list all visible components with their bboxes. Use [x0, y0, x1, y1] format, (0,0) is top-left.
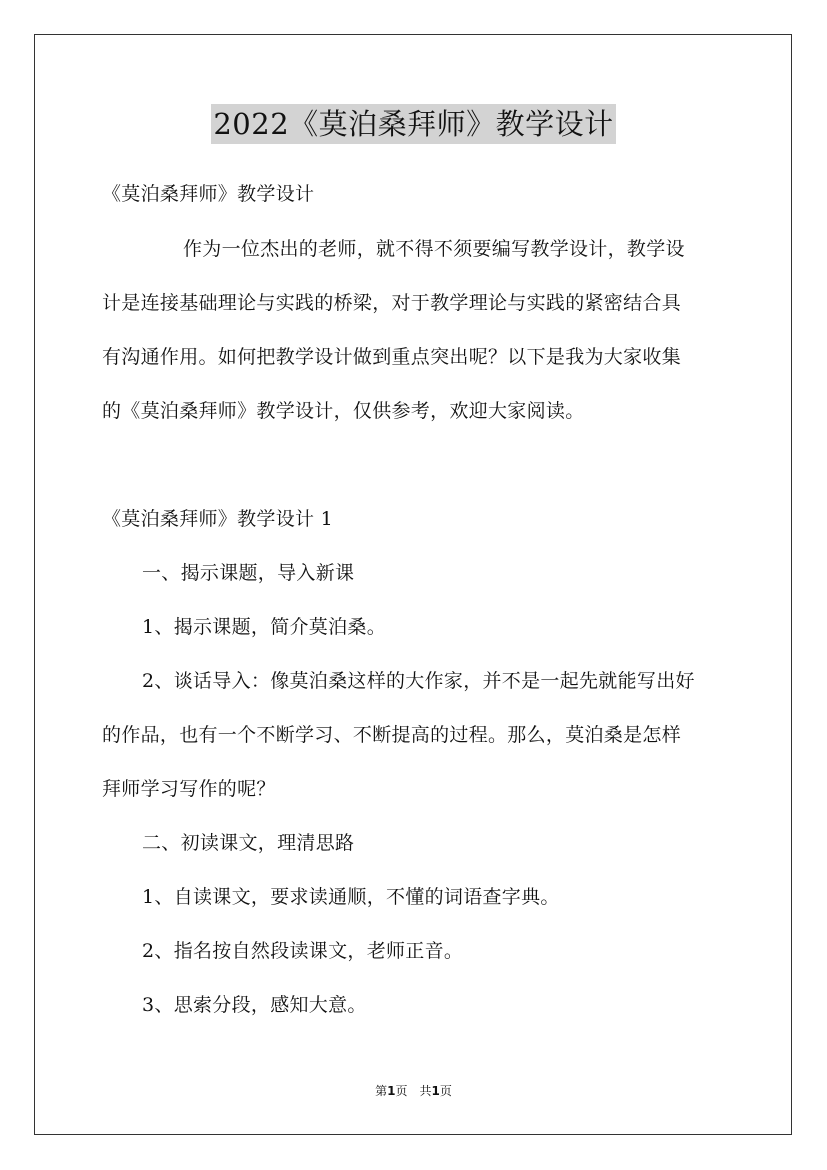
document-title: 2022《莫泊桑拜师》教学设计 — [211, 104, 615, 144]
document-subtitle: 《莫泊桑拜师》教学设计 — [102, 183, 315, 205]
section-title: 《莫泊桑拜师》教学设计 1 — [102, 508, 334, 530]
part2-heading: 二、初读课文，理清思路 — [142, 832, 355, 854]
part2-item-2: 2、指名按自然段读课文，老师正音。 — [142, 940, 464, 962]
intro-line-2: 计是连接基础理论与实践的桥梁，对于教学理论与实践的紧密结合具 — [102, 292, 682, 314]
part1-heading: 一、揭示课题，导入新课 — [142, 562, 355, 584]
footer-page-mid: 页 共 — [395, 1084, 432, 1098]
intro-line-1: 作为一位杰出的老师，就不得不须要编写教学设计，教学设 — [183, 238, 685, 260]
part2-item-1: 1、自读课文，要求读通顺，不懂的词语查字典。 — [142, 886, 560, 908]
intro-line-4: 的《莫泊桑拜师》教学设计，仅供参考，欢迎大家阅读。 — [102, 400, 585, 422]
footer-page-suffix: 页 — [439, 1084, 452, 1098]
title-container — [0, 104, 827, 144]
footer-page-total: 1 — [431, 1084, 440, 1098]
part1-item-2-line-3: 拜师学习写作的呢？ — [102, 778, 276, 800]
part1-item-1: 1、揭示课题，简介莫泊桑。 — [142, 616, 386, 638]
footer-page-number: 1 — [387, 1084, 396, 1098]
footer-page-prefix: 第 — [375, 1084, 388, 1098]
part1-item-2-line-1: 2、谈话导入：像莫泊桑这样的大作家，并不是一起先就能写出好 — [142, 670, 695, 692]
page-footer — [0, 1083, 827, 1099]
part2-item-3: 3、思索分段，感知大意。 — [142, 994, 367, 1016]
part1-item-2-line-2: 的作品，也有一个不断学习、不断提高的过程。那么，莫泊桑是怎样 — [102, 724, 682, 746]
intro-line-3: 有沟通作用。如何把教学设计做到重点突出呢？以下是我为大家收集 — [102, 346, 682, 368]
